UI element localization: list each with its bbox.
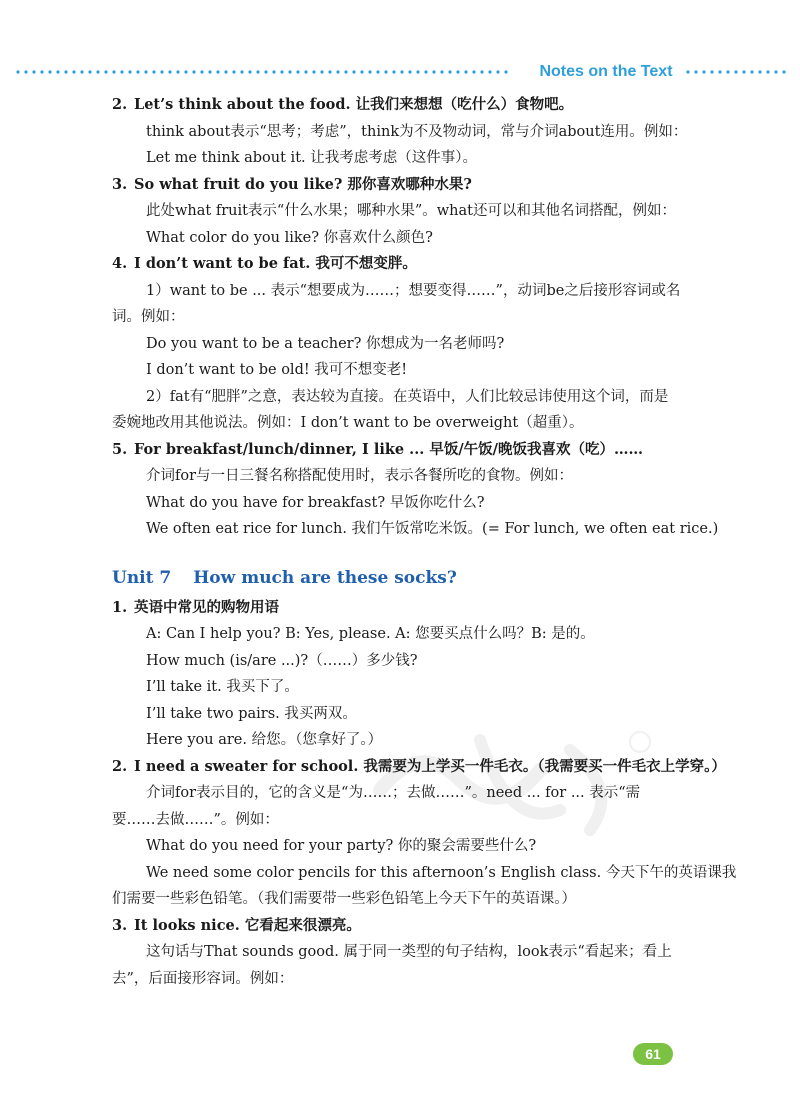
paragraph-continuation: 委婉地改用其他说法。例如：I don’t want to be overweight（超重）。 <box>112 415 584 431</box>
note-heading-text: So what fruit do you like? 那你喜欢哪种水果? <box>134 175 472 193</box>
header-title: Notes on the Text <box>539 63 673 80</box>
note-number: 5. <box>112 440 128 458</box>
unit-title: How much are these socks? <box>193 567 457 588</box>
paragraph-line: 此处what fruit表示“什么水果；哪种水果”。what还可以和其他名词搭配，例如： <box>146 203 676 219</box>
running-header <box>14 62 786 82</box>
paragraph-line: What do you have for breakfast? 早饭你吃什么? <box>146 494 485 511</box>
header-dotted-rule <box>14 70 508 74</box>
header-dotted-rule-right <box>684 70 786 74</box>
paragraph-line: Let me think about it. 让我考虑考虑（这件事）。 <box>146 150 477 166</box>
paragraph-line: We often eat rice for lunch. 我们午饭常吃米饭。(= For lunch, we often eat rice.) <box>146 521 719 537</box>
paragraph-line: 介词for表示目的，它的含义是“为……；去做……”。need ... for ... 表示“需 <box>146 785 641 801</box>
unit-heading <box>112 563 722 593</box>
note-heading <box>112 437 722 464</box>
note-heading <box>112 92 722 119</box>
note-heading <box>112 172 722 199</box>
paragraph-line: 2）fat有“肥胖”之意，表达较为直接。在英语中，人们比较忌讳使用这个词，而是 <box>146 388 669 405</box>
page-number: 61 <box>633 1043 673 1065</box>
note-heading-text: Let’s think about the food. 让我们来想想（吃什么）食物吧。 <box>134 96 574 113</box>
note-heading-text: 英语中常见的购物用语 <box>134 598 279 616</box>
note-number: 3. <box>112 916 128 934</box>
paragraph-line: What do you need for your party? 你的聚会需要些什么? <box>146 838 537 854</box>
paragraph-continuation: 词。例如： <box>112 309 185 325</box>
note-heading-text: It looks nice. 它看起来很漂亮。 <box>134 916 361 934</box>
notes-body <box>112 92 737 992</box>
note-heading <box>112 913 722 940</box>
note-number: 2. <box>112 96 128 113</box>
note-heading-text: For breakfast/lunch/dinner, I like ... 早饭/午饭/晚饭我喜欢（吃）…… <box>134 440 643 458</box>
paragraph-line: I’ll take it. 我买下了。 <box>146 679 299 695</box>
note-number: 1. <box>112 598 128 616</box>
paragraph-line: A: Can I help you? B: Yes, please. A: 您要买点什么吗？B: 是的。 <box>146 626 595 642</box>
paragraph-line: We need some color pencils for this afternoon’s English class. 今天下午的英语课我 <box>146 864 737 881</box>
paragraph-continuation: 去”，后面接形容词。例如： <box>112 970 294 987</box>
paragraph-line: I’ll take two pairs. 我买两双。 <box>146 705 357 722</box>
paragraph-line: 介词for与一日三餐名称搭配使用时，表示各餐所吃的食物。例如： <box>146 468 574 484</box>
paragraph-line: think about表示“思考；考虑”，think为不及物动词，常与介词about连用。例如： <box>146 123 688 140</box>
note-number: 4. <box>112 255 128 272</box>
paragraph-line: I don’t want to be old! 我可不想变老! <box>146 362 408 378</box>
paragraph-line: Here you are. 给您。（您拿好了。） <box>146 732 383 748</box>
note-heading <box>112 754 726 781</box>
note-number: 2. <box>112 757 128 775</box>
note-heading-text: I need a sweater for school. 我需要为上学买一件毛衣。（我需要买一件毛衣上学穿。） <box>134 757 726 775</box>
paragraph-continuation: 要……去做……”。例如： <box>112 811 279 828</box>
paragraph-line: 这句话与That sounds good. 属于同一类型的句子结构，look表示“看起来；看上 <box>146 944 672 960</box>
paragraph-line: What color do you like? 你喜欢什么颜色? <box>146 229 433 246</box>
unit-number: Unit 7 <box>112 567 172 588</box>
note-heading-text: I don’t want to be fat. 我可不想变胖。 <box>134 255 417 272</box>
paragraph-line: 1）want to be ... 表示“想要成为……；想要变得……”，动词be之后接形容词或名 <box>146 282 681 299</box>
note-heading <box>112 251 722 278</box>
paragraph-continuation: 们需要一些彩色铅笔。（我们需要带一些彩色铅笔上今天下午的英语课。） <box>112 891 576 907</box>
paragraph-line: How much (is/are ...)?（……）多少钱? <box>146 652 418 669</box>
note-heading <box>112 595 722 622</box>
note-number: 3. <box>112 175 128 193</box>
paragraph-line: Do you want to be a teacher? 你想成为一名老师吗? <box>146 335 505 352</box>
